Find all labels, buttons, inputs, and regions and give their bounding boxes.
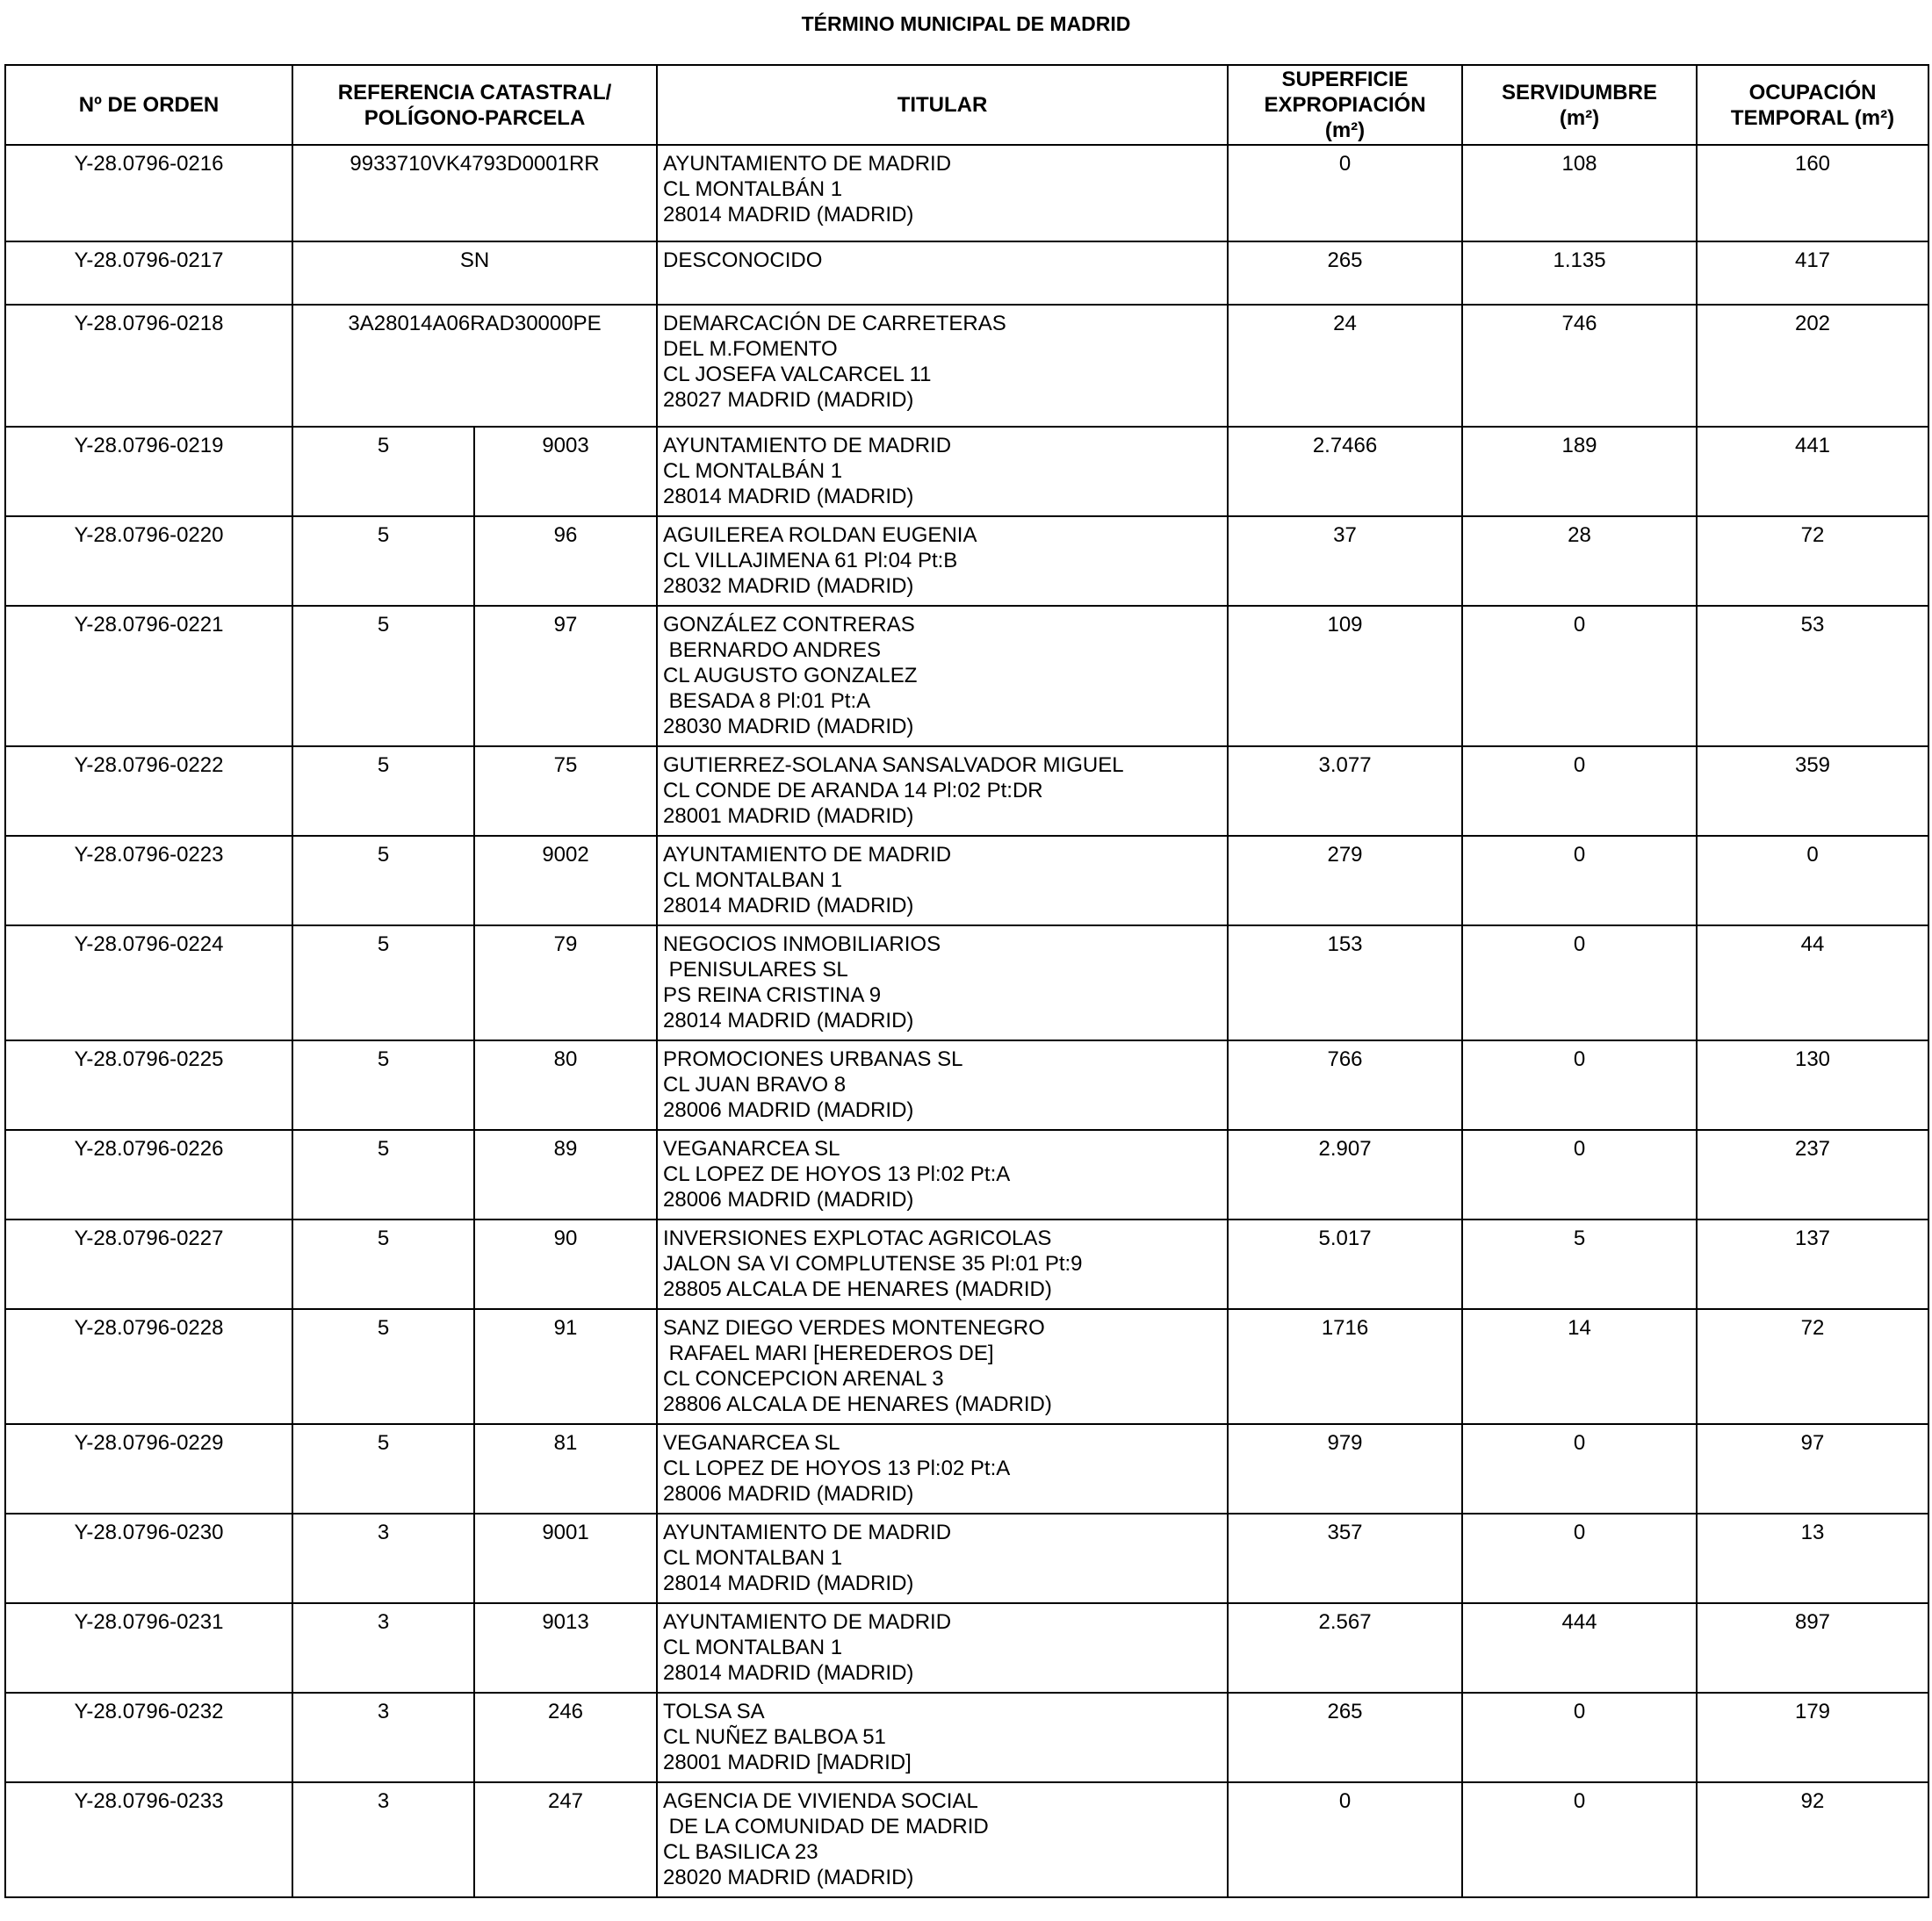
- superficie-cell: 2.567: [1228, 1603, 1462, 1693]
- servidumbre-cell: 0: [1462, 1693, 1697, 1782]
- poligono-cell: 3: [292, 1782, 474, 1897]
- titular-line: AYUNTAMIENTO DE MADRID: [663, 152, 952, 176]
- servidumbre-cell: 1.135: [1462, 241, 1697, 305]
- table-row: [5, 836, 1928, 925]
- table-row: [5, 1603, 1928, 1693]
- table-row: [5, 1514, 1928, 1603]
- orden-cell: Y-28.0796-0228: [5, 1309, 292, 1424]
- ocupacion-cell: 179: [1697, 1693, 1928, 1782]
- titular-cell: [657, 746, 1228, 836]
- poligono-cell: 5: [292, 1220, 474, 1309]
- titular-cell: [657, 241, 1228, 305]
- titular-cell: [657, 836, 1228, 925]
- poligono-cell: 3: [292, 1693, 474, 1782]
- ocupacion-cell: 359: [1697, 746, 1928, 836]
- titular-cell: [657, 1514, 1228, 1603]
- superficie-cell: 3.077: [1228, 746, 1462, 836]
- servidumbre-cell: 444: [1462, 1603, 1697, 1693]
- orden-cell: Y-28.0796-0233: [5, 1782, 292, 1897]
- servidumbre-cell: 0: [1462, 1040, 1697, 1130]
- ocupacion-cell: 97: [1697, 1424, 1928, 1514]
- ocupacion-cell: 441: [1697, 427, 1928, 516]
- table-row: [5, 241, 1928, 305]
- titular-line: VEGANARCEA SL: [663, 1431, 840, 1455]
- titular-line: 28014 MADRID (MADRID): [663, 485, 914, 508]
- servidumbre-cell: 0: [1462, 1782, 1697, 1897]
- table-row: [5, 606, 1928, 746]
- table-row: [5, 427, 1928, 516]
- titular-line: 28014 MADRID (MADRID): [663, 203, 914, 227]
- parcela-cell: 96: [474, 516, 657, 606]
- servidumbre-cell: 0: [1462, 746, 1697, 836]
- header-orden: Nº DE ORDEN: [5, 65, 292, 145]
- header-row: [5, 65, 1928, 145]
- titular-line: CL LOPEZ DE HOYOS 13 Pl:02 Pt:A: [663, 1162, 1011, 1186]
- titular-line: CL JUAN BRAVO 8: [663, 1073, 847, 1097]
- titular-line: CL CONCEPCION ARENAL 3: [663, 1367, 944, 1391]
- parcela-cell: 97: [474, 606, 657, 746]
- superficie-cell: 24: [1228, 305, 1462, 427]
- expropiation-table: [4, 64, 1929, 1898]
- table-row: [5, 1424, 1928, 1514]
- ocupacion-cell: 92: [1697, 1782, 1928, 1897]
- table-row: [5, 1220, 1928, 1309]
- ocupacion-cell: 137: [1697, 1220, 1928, 1309]
- titular-line: 28806 ALCALA DE HENARES (MADRID): [663, 1392, 1052, 1416]
- titular-line: 28032 MADRID (MADRID): [663, 574, 914, 598]
- poligono-cell: 5: [292, 1040, 474, 1130]
- ocupacion-cell: 13: [1697, 1514, 1928, 1603]
- parcela-cell: 80: [474, 1040, 657, 1130]
- orden-cell: Y-28.0796-0223: [5, 836, 292, 925]
- referencia-cell: 9933710VK4793D0001RR: [292, 145, 657, 241]
- superficie-cell: 2.7466: [1228, 427, 1462, 516]
- servidumbre-cell: 0: [1462, 1514, 1697, 1603]
- titular-line: PS REINA CRISTINA 9: [663, 983, 882, 1007]
- parcela-cell: 81: [474, 1424, 657, 1514]
- titular-line: BERNARDO ANDRES: [663, 638, 882, 662]
- poligono-cell: 5: [292, 1424, 474, 1514]
- titular-line: 28001 MADRID [MADRID]: [663, 1751, 912, 1774]
- header-titular: TITULAR: [657, 65, 1228, 145]
- titular-line: TOLSA SA: [663, 1700, 765, 1723]
- titular-line: 28006 MADRID (MADRID): [663, 1188, 914, 1212]
- titular-line: GONZÁLEZ CONTRERAS: [663, 613, 915, 637]
- titular-line: AGUILEREA ROLDAN EUGENIA: [663, 523, 977, 547]
- titular-line: CL MONTALBAN 1: [663, 1546, 843, 1570]
- orden-cell: Y-28.0796-0229: [5, 1424, 292, 1514]
- superficie-cell: 0: [1228, 1782, 1462, 1897]
- superficie-cell: 265: [1228, 1693, 1462, 1782]
- parcela-cell: 9001: [474, 1514, 657, 1603]
- orden-cell: Y-28.0796-0222: [5, 746, 292, 836]
- header-superficie: SUPERFICIE EXPROPIACIÓN (m²): [1228, 65, 1462, 145]
- header-referencia: REFERENCIA CATASTRAL/ POLÍGONO-PARCELA: [292, 65, 657, 145]
- titular-cell: [657, 1220, 1228, 1309]
- servidumbre-cell: 14: [1462, 1309, 1697, 1424]
- poligono-cell: 5: [292, 516, 474, 606]
- titular-line: CL BASILICA 23: [663, 1840, 818, 1864]
- titular-line: AYUNTAMIENTO DE MADRID: [663, 843, 952, 867]
- superficie-cell: 109: [1228, 606, 1462, 746]
- titular-line: 28006 MADRID (MADRID): [663, 1482, 914, 1506]
- poligono-cell: 3: [292, 1603, 474, 1693]
- parcela-cell: 247: [474, 1782, 657, 1897]
- titular-line: 28030 MADRID (MADRID): [663, 715, 914, 738]
- table-row: [5, 925, 1928, 1040]
- servidumbre-cell: 0: [1462, 1424, 1697, 1514]
- titular-line: 28020 MADRID (MADRID): [663, 1866, 914, 1889]
- parcela-cell: 75: [474, 746, 657, 836]
- superficie-cell: 766: [1228, 1040, 1462, 1130]
- orden-cell: Y-28.0796-0218: [5, 305, 292, 427]
- titular-line: SANZ DIEGO VERDES MONTENEGRO: [663, 1316, 1045, 1340]
- superficie-cell: 153: [1228, 925, 1462, 1040]
- superficie-cell: 37: [1228, 516, 1462, 606]
- superficie-cell: 265: [1228, 241, 1462, 305]
- superficie-cell: 979: [1228, 1424, 1462, 1514]
- titular-line: 28006 MADRID (MADRID): [663, 1098, 914, 1122]
- titular-line: BESADA 8 Pl:01 Pt:A: [663, 689, 871, 713]
- orden-cell: Y-28.0796-0232: [5, 1693, 292, 1782]
- orden-cell: Y-28.0796-0219: [5, 427, 292, 516]
- titular-line: 28027 MADRID (MADRID): [663, 388, 914, 412]
- titular-line: AYUNTAMIENTO DE MADRID: [663, 434, 952, 457]
- table-row: [5, 1040, 1928, 1130]
- poligono-cell: 5: [292, 925, 474, 1040]
- titular-cell: [657, 1603, 1228, 1693]
- table-row: [5, 305, 1928, 427]
- titular-line: 28014 MADRID (MADRID): [663, 894, 914, 917]
- titular-cell: [657, 1424, 1228, 1514]
- orden-cell: Y-28.0796-0230: [5, 1514, 292, 1603]
- page-title: TÉRMINO MUNICIPAL DE MADRID: [801, 12, 1131, 35]
- table-row: [5, 145, 1928, 241]
- titular-line: CL MONTALBÁN 1: [663, 459, 843, 483]
- titular-line: CL LOPEZ DE HOYOS 13 Pl:02 Pt:A: [663, 1457, 1011, 1480]
- titular-line: AYUNTAMIENTO DE MADRID: [663, 1610, 952, 1634]
- titular-cell: [657, 606, 1228, 746]
- titular-line: CL MONTALBÁN 1: [663, 177, 843, 201]
- poligono-cell: 5: [292, 427, 474, 516]
- orden-cell: Y-28.0796-0224: [5, 925, 292, 1040]
- orden-cell: Y-28.0796-0216: [5, 145, 292, 241]
- servidumbre-cell: 5: [1462, 1220, 1697, 1309]
- parcela-cell: 9002: [474, 836, 657, 925]
- superficie-cell: 357: [1228, 1514, 1462, 1603]
- ocupacion-cell: 237: [1697, 1130, 1928, 1220]
- orden-cell: Y-28.0796-0226: [5, 1130, 292, 1220]
- titular-line: RAFAEL MARI [HEREDEROS DE]: [663, 1342, 994, 1365]
- titular-cell: [657, 1693, 1228, 1782]
- titular-line: JALON SA VI COMPLUTENSE 35 Pl:01 Pt:9: [663, 1252, 1083, 1276]
- poligono-cell: 5: [292, 606, 474, 746]
- titular-line: 28001 MADRID (MADRID): [663, 804, 914, 828]
- ocupacion-cell: 72: [1697, 1309, 1928, 1424]
- titular-cell: [657, 925, 1228, 1040]
- servidumbre-cell: 0: [1462, 836, 1697, 925]
- titular-line: NEGOCIOS INMOBILIARIOS: [663, 932, 941, 956]
- servidumbre-cell: 189: [1462, 427, 1697, 516]
- titular-line: VEGANARCEA SL: [663, 1137, 840, 1161]
- ocupacion-cell: 53: [1697, 606, 1928, 746]
- parcela-cell: 79: [474, 925, 657, 1040]
- titular-cell: [657, 1309, 1228, 1424]
- ocupacion-cell: 897: [1697, 1603, 1928, 1693]
- superficie-cell: 279: [1228, 836, 1462, 925]
- superficie-cell: 0: [1228, 145, 1462, 241]
- orden-cell: Y-28.0796-0217: [5, 241, 292, 305]
- parcela-cell: 246: [474, 1693, 657, 1782]
- orden-cell: Y-28.0796-0227: [5, 1220, 292, 1309]
- header-servidumbre: SERVIDUMBRE (m²): [1462, 65, 1697, 145]
- titular-line: CL AUGUSTO GONZALEZ: [663, 664, 918, 687]
- titular-line: PENISULARES SL: [663, 958, 848, 982]
- table-row: [5, 1693, 1928, 1782]
- parcela-cell: 89: [474, 1130, 657, 1220]
- orden-cell: Y-28.0796-0231: [5, 1603, 292, 1693]
- poligono-cell: 3: [292, 1514, 474, 1603]
- titular-line: DESCONOCIDO: [663, 248, 823, 272]
- titular-line: INVERSIONES EXPLOTAC AGRICOLAS: [663, 1227, 1052, 1250]
- titular-cell: [657, 1130, 1228, 1220]
- ocupacion-cell: 160: [1697, 145, 1928, 241]
- titular-cell: [657, 1782, 1228, 1897]
- titular-line: GUTIERREZ-SOLANA SANSALVADOR MIGUEL: [663, 753, 1124, 777]
- header-ocupacion: OCUPACIÓN TEMPORAL (m²): [1697, 65, 1928, 145]
- table-row: [5, 516, 1928, 606]
- servidumbre-cell: 746: [1462, 305, 1697, 427]
- titular-line: 28805 ALCALA DE HENARES (MADRID): [663, 1277, 1052, 1301]
- superficie-cell: 2.907: [1228, 1130, 1462, 1220]
- titular-cell: [657, 516, 1228, 606]
- referencia-cell: SN: [292, 241, 657, 305]
- table-row: [5, 1309, 1928, 1424]
- titular-line: CL CONDE DE ARANDA 14 Pl:02 Pt:DR: [663, 779, 1043, 802]
- titular-cell: [657, 145, 1228, 241]
- table-row: [5, 1782, 1928, 1897]
- table-row: [5, 746, 1928, 836]
- titular-line: 28014 MADRID (MADRID): [663, 1572, 914, 1595]
- orden-cell: Y-28.0796-0221: [5, 606, 292, 746]
- titular-line: 28014 MADRID (MADRID): [663, 1009, 914, 1032]
- titular-line: CL MONTALBAN 1: [663, 868, 843, 892]
- parcela-cell: 9003: [474, 427, 657, 516]
- servidumbre-cell: 0: [1462, 925, 1697, 1040]
- titular-line: PROMOCIONES URBANAS SL: [663, 1047, 963, 1071]
- titular-line: CL NUÑEZ BALBOA 51: [663, 1725, 886, 1749]
- orden-cell: Y-28.0796-0220: [5, 516, 292, 606]
- ocupacion-cell: 44: [1697, 925, 1928, 1040]
- titular-line: DE LA COMUNIDAD DE MADRID: [663, 1815, 989, 1838]
- servidumbre-cell: 108: [1462, 145, 1697, 241]
- parcela-cell: 90: [474, 1220, 657, 1309]
- table-row: [5, 1130, 1928, 1220]
- servidumbre-cell: 0: [1462, 1130, 1697, 1220]
- orden-cell: Y-28.0796-0225: [5, 1040, 292, 1130]
- titular-line: CL JOSEFA VALCARCEL 11: [663, 363, 932, 386]
- titular-line: CL MONTALBAN 1: [663, 1636, 843, 1659]
- referencia-cell: 3A28014A06RAD30000PE: [292, 305, 657, 427]
- titular-line: 28014 MADRID (MADRID): [663, 1661, 914, 1685]
- superficie-cell: 5.017: [1228, 1220, 1462, 1309]
- poligono-cell: 5: [292, 1309, 474, 1424]
- titular-line: DEMARCACIÓN DE CARRETERAS: [663, 312, 1006, 335]
- poligono-cell: 5: [292, 1130, 474, 1220]
- ocupacion-cell: 417: [1697, 241, 1928, 305]
- titular-line: DEL M.FOMENTO: [663, 337, 838, 361]
- titular-cell: [657, 305, 1228, 427]
- titular-line: AYUNTAMIENTO DE MADRID: [663, 1521, 952, 1544]
- titular-line: CL VILLAJIMENA 61 Pl:04 Pt:B: [663, 549, 958, 572]
- titular-line: AGENCIA DE VIVIENDA SOCIAL: [663, 1789, 978, 1813]
- titular-cell: [657, 427, 1228, 516]
- ocupacion-cell: 130: [1697, 1040, 1928, 1130]
- parcela-cell: 9013: [474, 1603, 657, 1693]
- servidumbre-cell: 28: [1462, 516, 1697, 606]
- poligono-cell: 5: [292, 746, 474, 836]
- superficie-cell: 1716: [1228, 1309, 1462, 1424]
- ocupacion-cell: 0: [1697, 836, 1928, 925]
- poligono-cell: 5: [292, 836, 474, 925]
- parcela-cell: 91: [474, 1309, 657, 1424]
- ocupacion-cell: 202: [1697, 305, 1928, 427]
- titular-cell: [657, 1040, 1228, 1130]
- servidumbre-cell: 0: [1462, 606, 1697, 746]
- ocupacion-cell: 72: [1697, 516, 1928, 606]
